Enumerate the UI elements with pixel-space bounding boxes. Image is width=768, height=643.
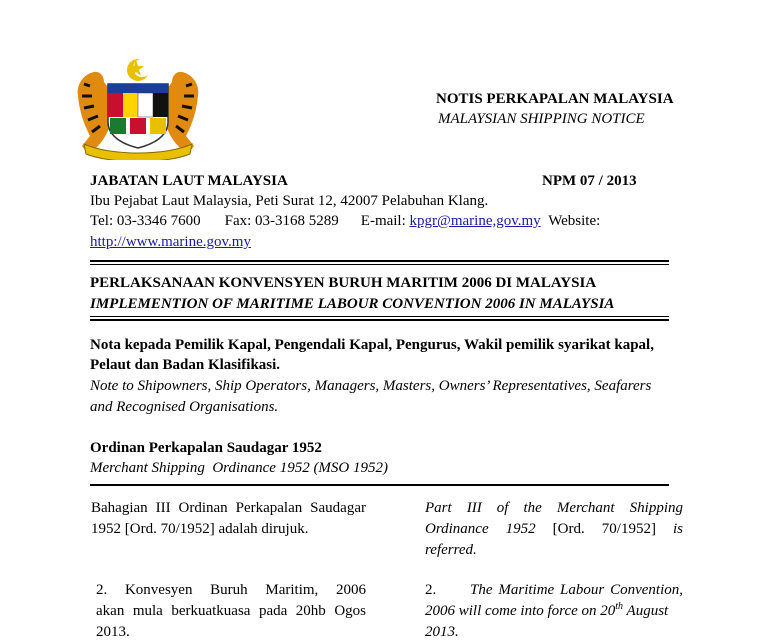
subject-title-en: IMPLEMENTION OF MARITIME LABOUR CONVENTION 2006 IN MALAYSIA [90, 296, 615, 312]
ordinance-en: Merchant Shipping Ordinance 1952 (MSO 1952) [90, 460, 389, 476]
notice-title-en: MALAYSIAN SHIPPING NOTICE [438, 111, 645, 127]
p2-ms-line1: 2. Konvesyen Buruh Maritim, 2006 [96, 582, 366, 598]
p2-ms-line2: akan mula berkuatkuasa pada 20hb Ogos [96, 603, 366, 619]
department-address: Ibu Pejabat Laut Malaysia, Peti Surat 12, 42007 Pelabuhan Klang. [90, 193, 489, 209]
contact-line [90, 211, 600, 231]
email-link[interactable]: kpgr@marine,gov.my [409, 213, 541, 229]
p1-ms-line2: 1952 [Ord. 70/1952] adalah dirujuk. [91, 521, 309, 537]
ordinance-ms: Ordinan Perkapalan Saudagar 1952 [90, 440, 322, 456]
subject-bottom-rule [90, 316, 669, 317]
ordinance-rule [90, 484, 669, 486]
subject-top-rule [90, 260, 669, 262]
p1-en-line2c: is [672, 521, 683, 537]
p1-en-line2b: [Ord. 70/1952] [552, 521, 656, 537]
addressees-en-line1: Note to Shipowners, Ship Operators, Managers, Masters, Owners’ Representatives, Seafarers [90, 378, 652, 394]
addressees-en-line2: and Recognised Organisations. [90, 399, 279, 415]
p2-en-line3: 2013. [425, 624, 459, 640]
p2-en-line1: The Maritime Labour Convention, [470, 582, 683, 598]
notice-title-ms: NOTIS PERKAPALAN MALAYSIA [436, 91, 674, 107]
addressees-ms-line1: Nota kepada Pemilik Kapal, Pengendali Kapal, Pengurus, Wakil pemilik syarikat kapal, [90, 337, 654, 353]
notice-number: NPM 07 / 2013 [542, 173, 637, 189]
subject-title-ms: PERLAKSANAAN KONVENSYEN BURUH MARITIM 2006 DI MALAYSIA [90, 275, 597, 291]
website-label: Website: [548, 213, 601, 229]
fax-number: Fax: 03-3168 5289 [224, 213, 339, 229]
subject-bottom-rule-2 [90, 319, 669, 321]
p2-ms-line3: 2013. [96, 624, 130, 640]
p2-en-line2b: August [623, 603, 669, 619]
p1-en-line3: referred. [425, 542, 477, 558]
email-label: E-mail: [360, 213, 406, 229]
p1-en-line2a: Ordinance 1952 [425, 521, 536, 537]
tel-number: Tel: 03-3346 7600 [90, 213, 201, 229]
website-link[interactable]: http://www.marine.gov.my [90, 234, 251, 250]
addressees-ms-line2: Pelaut dan Badan Klasifikasi. [90, 357, 281, 373]
p1-en-line2 [425, 519, 683, 540]
department-name: JABATAN LAUT MALAYSIA [90, 173, 288, 189]
p1-ms-line1: Bahagian III Ordinan Perkapalan Saudagar [91, 500, 366, 516]
p2-en-sup: th [615, 601, 624, 612]
subject-top-rule-2 [90, 264, 669, 265]
p2-en-line2 [425, 601, 683, 622]
p1-en-line1: Part III of the Merchant Shipping [425, 500, 683, 516]
p2-en-num: 2. [425, 582, 437, 598]
coat-of-arms-icon [70, 56, 206, 160]
p2-en-line2a: 2006 will come into force on 20 [425, 603, 616, 619]
